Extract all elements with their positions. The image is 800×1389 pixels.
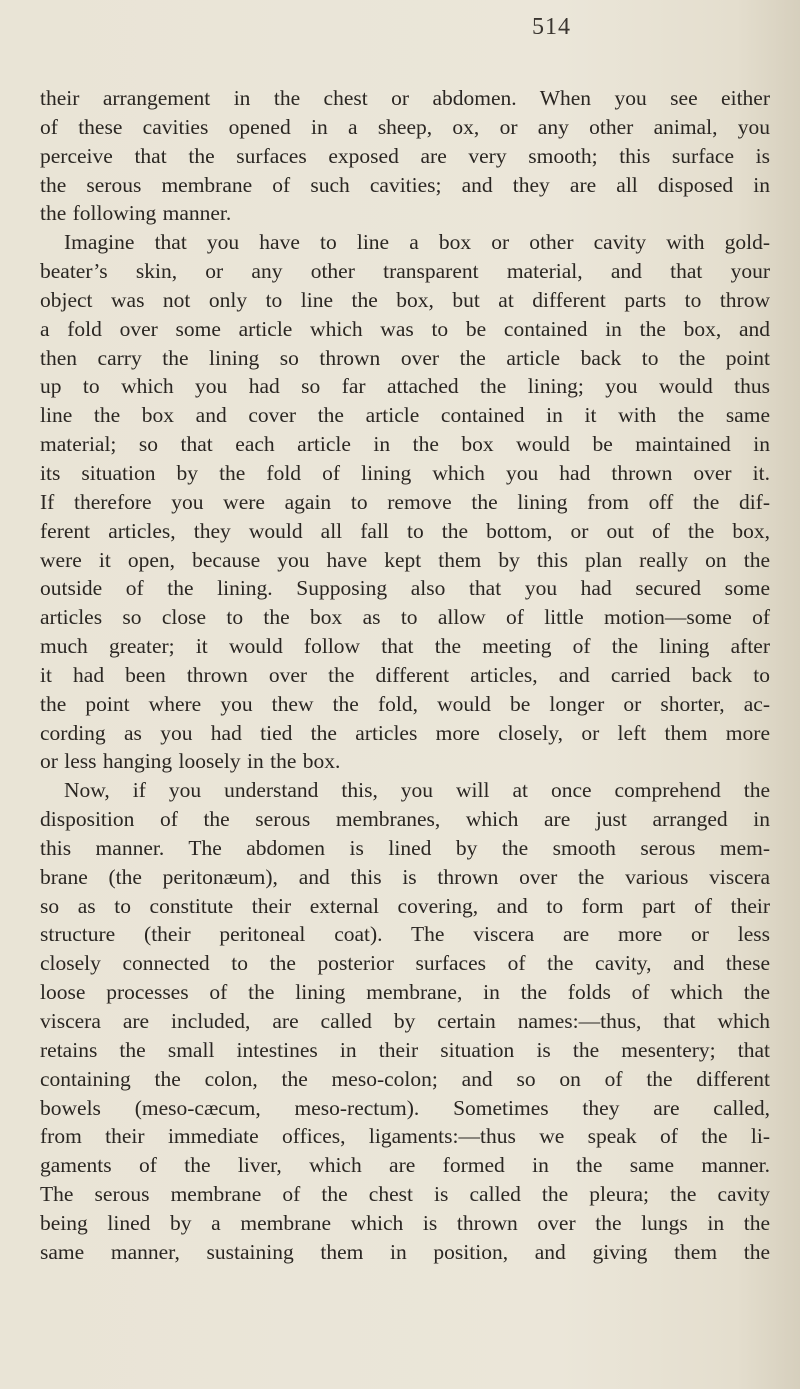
text-line: If therefore you were again to remove the lining from off the dif- — [40, 489, 770, 514]
text-line: this manner. The abdomen is lined by the smooth serous mem- — [40, 835, 770, 860]
text-line: containing the colon, the meso-colon; and so on of the different — [40, 1066, 770, 1091]
text-line: much greater; it would follow that the meeting of the lining after — [40, 634, 770, 659]
text-line: retains the small intestines in their situation is the mesentery; that — [40, 1037, 770, 1062]
text-line: being lined by a membrane which is thrown over the lungs in the — [40, 1210, 770, 1235]
text-line: it had been thrown over the different articles, and carried back to — [40, 662, 770, 687]
text-line: were it open, because you have kept them by this plan really on the — [40, 547, 770, 572]
text-line: perceive that the surfaces exposed are very smooth; this surface is — [40, 143, 770, 168]
text-line: their arrangement in the chest or abdomen. When you see either — [40, 86, 770, 110]
text-line: The serous membrane of the chest is called the pleura; the cavity — [40, 1182, 770, 1207]
text-line: articles so close to the box as to allow of little motion—some of — [40, 605, 770, 630]
text-line: cording as you had tied the articles more closely, or left them more — [40, 720, 770, 745]
text-line: or less hanging loosely in the box. — [40, 749, 341, 774]
text-line: outside of the lining. Supposing also that you had secured some — [40, 576, 770, 601]
text-line: of these cavities opened in a sheep, ox, or any other animal, you — [40, 114, 770, 139]
text-line: so as to constitute their external covering, and to form part of their — [40, 893, 770, 918]
text-line: loose processes of the lining membrane, in the folds of which the — [40, 980, 770, 1005]
text-line: its situation by the fold of lining which you had thrown over it. — [40, 460, 770, 485]
text-line: material; so that each article in the box would be maintained in — [40, 432, 770, 457]
text-line: gaments of the liver, which are formed in the same manner. — [40, 1153, 770, 1178]
text-line: from their immediate offices, ligaments:—thus we speak of the li- — [40, 1124, 770, 1149]
text-line: closely connected to the posterior surfaces of the cavity, and these — [40, 951, 770, 976]
text-line: object was not only to line the box, but at different parts to throw — [40, 287, 770, 312]
text-line: a fold over some article which was to be contained in the box, and — [40, 316, 770, 341]
body-text — [40, 84, 770, 1267]
text-line: bowels (meso-cæcum, meso-rectum). Sometimes they are called, — [40, 1095, 770, 1120]
text-line: viscera are included, are called by certain names:—thus, that which — [40, 1009, 770, 1033]
text-line: the following manner. — [40, 201, 232, 226]
text-line: the serous membrane of such cavities; and they are all disposed in — [40, 172, 770, 197]
text-line: disposition of the serous membranes, which are just arranged in — [40, 807, 770, 832]
text-line: brane (the peritonæum), and this is thrown over the various viscera — [40, 864, 770, 889]
text-line: line the box and cover the article contained in it with the same — [40, 403, 770, 428]
text-line: structure (their peritoneal coat). The viscera are more or less — [40, 922, 770, 947]
page-number: 514 — [532, 14, 571, 40]
text-line: then carry the lining so thrown over the article back to the point — [40, 345, 770, 370]
text-line: same manner, sustaining them in position, and giving them the — [40, 1239, 770, 1264]
text-line: the point where you thew the fold, would be longer or shorter, ac- — [40, 691, 770, 716]
text-line: Now, if you understand this, you will at once comprehend the — [64, 778, 770, 803]
text-line: beater’s skin, or any other transparent material, and that your — [40, 259, 770, 284]
text-line: up to which you had so far attached the lining; you would thus — [40, 374, 770, 399]
text-line: Imagine that you have to line a box or other cavity with gold- — [64, 230, 770, 255]
text-line: ferent articles, they would all fall to the bottom, or out of the box, — [40, 518, 770, 543]
